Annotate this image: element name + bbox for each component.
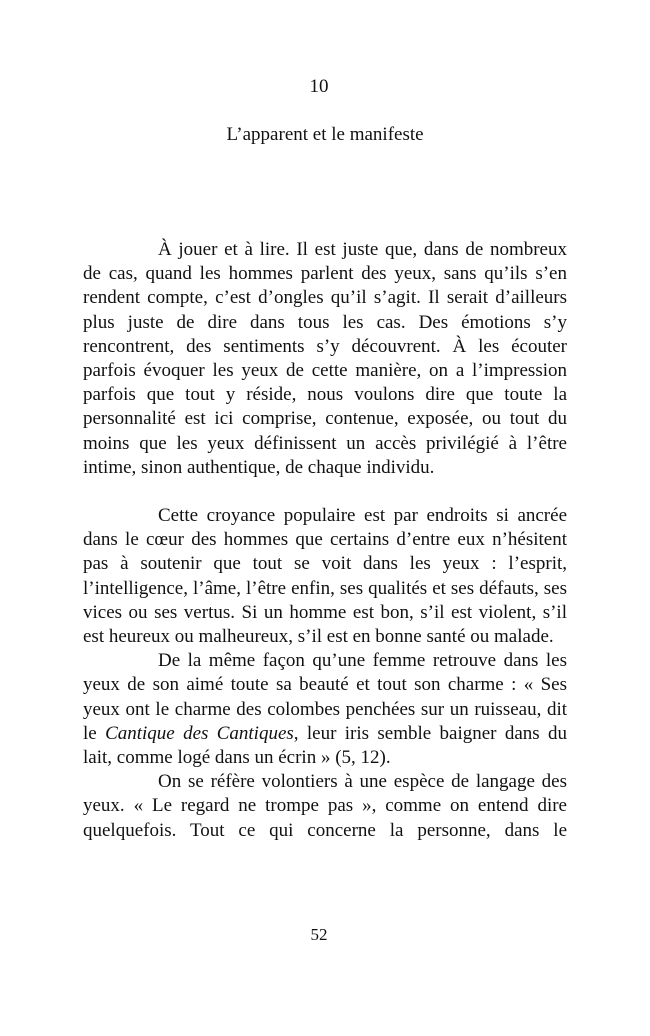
page-number: 52 bbox=[310, 925, 328, 944]
chapter-number: 10 bbox=[309, 76, 329, 97]
paragraph-3 bbox=[83, 649, 567, 770]
paragraph-2: Cette croyance populaire est par endroits si ancrée dans le cœur des hommes que certains d’entre eux n’hésitent pas à soutenir que tout se voit dans les yeux : l’esprit, l’intelligence, l’âme, l’être enfin, ses qualités et ses défauts, ses vices ou ses vertus. Si un homme est bon, s’il est violent, s’il est heureux ou malheureux, s’il est en bonne santé ou malade. bbox=[83, 505, 567, 648]
book-title-italic: Cantique des Cantiques bbox=[105, 722, 294, 744]
paragraph-3-text-end: , leur iris semble baigner dans du lait, comme logé dans un écrin » (5, 12). bbox=[83, 722, 568, 769]
chapter-title: L’apparent et le manifeste bbox=[226, 124, 424, 145]
paragraph-4: On se réfère volontiers à une espèce de langage des yeux. « Le regard ne trompe pas », comme on entend dire quelquefois. Tout ce qui concerne la personne, dans le bbox=[83, 771, 567, 841]
paragraph-3-text-start: De la même façon qu’une femme retrouve dans les yeux de son aimé toute sa beauté et tout son charme : « Ses yeux ont le charme des colombes penchées sur un ruisseau, dit le bbox=[83, 650, 567, 744]
body-text bbox=[83, 238, 567, 843]
paragraph-1: À jouer et à lire. Il est juste que, dans de nombreux de cas, quand les hommes parlent des yeux, sans qu’ils s’en rendent compte, c’est d’ongles qu’il s’agit. Il serait d’ailleurs plus juste de dire dans tous les cas. Des émotions s’y rencontrent, des sentiments s’y découvrent. À les écouter parfois évoquer les yeux de cette manière, on a l’impression parfois que tout y réside, nous voulons dire que toute la personnalité est ici comprise, contenue, exposée, ou tout du moins que les yeux définissent un accès privilégié à l’être intime, sinon authentique, de chaque individu. bbox=[83, 239, 567, 478]
